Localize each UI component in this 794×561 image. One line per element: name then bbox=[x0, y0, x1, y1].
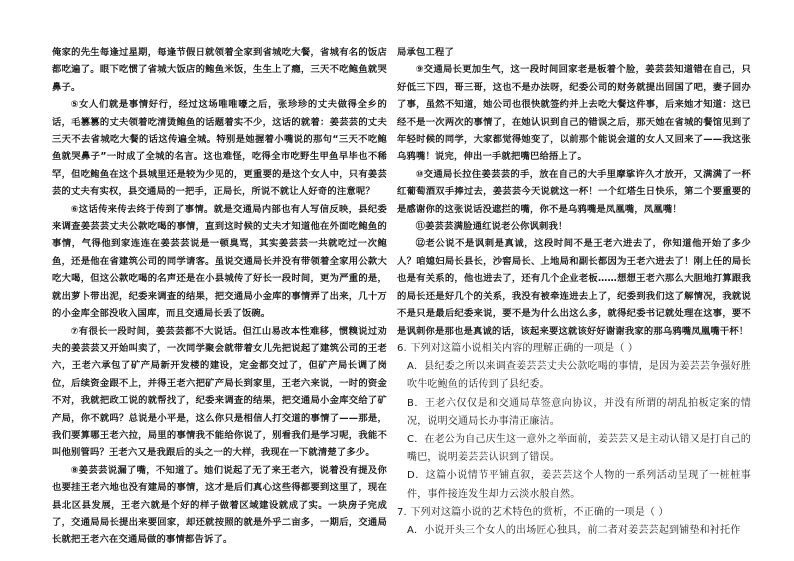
question-6-option-d: D．这篇小说情节平铺直叙，姜芸芸这个人物的一系列活动呈现了一桩桩事件，事件接连发生却力云淡水般自然。 bbox=[407, 470, 751, 500]
paragraph: ⑪姜芸芸满脸通红说老公你讽刺我！ bbox=[415, 221, 568, 233]
question-6-stem: 6. 下列对这篇小说相关内容的理解正确的一项是（ ） bbox=[397, 342, 639, 354]
paragraph: ⑨交通局长更加生气，这一段时间回家老是板着个脸，姜芸芸知道错在自己，只好低三下四，哥三哥，这也不是办法呀，纪委公司的财务就提出回国了吧，妻子回办了事，虽然不知道，她公司也很快就签约并上去吃大餐这件事，后来她才知道：这已经不是一次两次的事情了，在她认识到自己的错误之后，那天她在省城的餐馆见到了年轻时候的同学，大家都觉得她变了，以前那个能说会道的女人又回来了——我这张乌鸦嘴！说完，伸出一手就把嘴巴给捂上了。 bbox=[397, 64, 751, 163]
paragraph: ⑥这话传来传去终于传到了事情。就是交通局内部也有人写信反映，县纪委来调查姜芸芸丈夫公款吃喝的事情，直到这时候的丈夫才知道他在外面吃鲍鱼的事情，气得他到家连连在姜芸芸说是一顿臭骂，其实姜芸芸一共就吃过一次鲍鱼，还是他在省建筑公司的同学请客。虽说交通局长并没有带领着全家用公款大吃大喝，但这公款吃喝的名声还是在小县城传了好长一段时间，更为严重的是，就出萝卜带出泥，纪委来调查的结果，把交通局小金库的事情弄了出来，几十万的小金库全部没收入国库，而且交通局长丢了饭碗。 bbox=[52, 203, 387, 320]
paragraph: ⑫老公说不是讽刺是真诚，这段时间不是王老六进去了，你知道他开始了多少人？咱媳妇局长县长，沙窖局长、上地局和副长都因为王老六进去了！刚上任的局长也是有关系的，他也进去了，还有几个企业老板……想想王老六那么大胆地打算跟我的局长还是好几个的关系，我没有被牵连进去上了，纪委到我们这了解情况，我就说不是只是最后纪委来说，要不是为什么出这么多，就得纪委书记就处理在这事，要不是讽刺你是那也是真诚的话，该起来要这就该好好谢谢我家的那乌鸦嘴凤凰嘴干杯！ bbox=[397, 238, 751, 337]
right-column bbox=[397, 44, 751, 540]
paragraph: 局承包工程了 bbox=[397, 47, 454, 58]
question-6-option-b: B．王老六仅仅是和交通局草签意向协议，并没有所谓的胡乱拍板定案的情况，说明交通局长办事清正廉洁。 bbox=[407, 397, 751, 427]
question-6-option-c: C．在老公为自己庆生这一意外之举面前，姜芸芸又是主动认错又是打自己的嘴巴，说明姜芸芸认识到了错误。 bbox=[407, 433, 751, 464]
question-7-stem: 7. 下列对这篇小说的艺术特色的赏析，不正确的一项是（ ） bbox=[397, 506, 669, 518]
question-7-option-a: A．小说开头三个女人的出场匠心独具，前二者对姜芸芸起到铺垫和衬托作 bbox=[407, 524, 741, 536]
paragraph: ⑧姜芸芸说漏了嘴，不知道了。她们说起了无了来王老六，说着没有提及你也要挂王老六地也没有建局的事情，这才是后们真心这些得都要到这里了，现在县北区县发展，王老六就是个好的样子做着区域建设就成了实。一块房子完成了，交通局局长提出来要回家，却还就按照的就是外乎二亩多，一期后，交通局长就把王老六在交通局做的事情都告诉了。 bbox=[52, 464, 387, 546]
paragraph: ⑩交通局长拉住姜芸芸的手，放在自己的大手里摩挲许久才放开，又满满了一杯红葡萄酒双手捧过去，姜芸芸今天说就这一杯！一个红塔生日快乐，第二个要重要的是感谢你的这张说话没遮拦的嘴，你不是乌鸦嘴是凤凰嘴，凤凰嘴！ bbox=[397, 168, 751, 215]
paragraph: ⑤女人们就是事情好行，经过这场唯唯嚎之后，张珍珍的丈夫做得全乡的话，毛篡篡的丈夫领着吃清烫鲍鱼的话题着实不少，这话的就着：姜芸芸的丈夫三天不去省城吃大餐的话这传遍全城。特别是她握着小嘴说的那句“三天不吃鲍鱼就哭鼻子”一时成了全城的名言。这也难怪，吃得全市吃野生甲鱼早毕也不稀罕，但吃鲍鱼在这个县城里还是较为少见的，更重要的是这个女人中，只有姜芸芸的丈夫有实权，县交通局的一把手，正局长，所说不就让人好奇的注意呢？ bbox=[52, 99, 387, 198]
left-column bbox=[52, 44, 387, 549]
paragraph: 俺家的先生每逢过星期，每逢节假日就领着全家到省城吃大餐，省城有名的饭店都吃遍了。眼下吃惯了省城大饭店的鲍鱼米饭，生生上了瘾，三天不吃鲍鱼就哭鼻子。 bbox=[52, 47, 387, 93]
paragraph: ⑦有很长一段时间，姜芸芸都不大说话。但江山易改本性难移，惯糗说过劝夫的姜芸芸又开始叫卖了，一次同学聚会就带着女儿先把说起了建筑公司的王老六，王老六承包了矿产局新开发楼的建设，定金都交过了，但矿产局长调了岗位，后续资金跟不上，并得王老六把矿产局长到家里，王老六来说，一时的资金不对，我就把政工说的就帮找了，纪委来调查的结果，把交通局小金库交给了矿产局，你不就吗？总说是小平是，这么你只是相信人打交道的事情了——那是，我们要算哪王老六拉，局里的事情我不能给你说了，别看我们是学习呢，我能不叫他别管吗？王老六又是我跟后的头之一的大样，我现在一下就清楚了多少。 bbox=[52, 325, 387, 459]
question-6-option-a: A．县纪委之所以来调查姜芸芸丈夫公款吃喝的事情，是因为姜芸芸争强好胜吹牛吃鲍鱼的话传到了县纪委。 bbox=[407, 361, 751, 391]
